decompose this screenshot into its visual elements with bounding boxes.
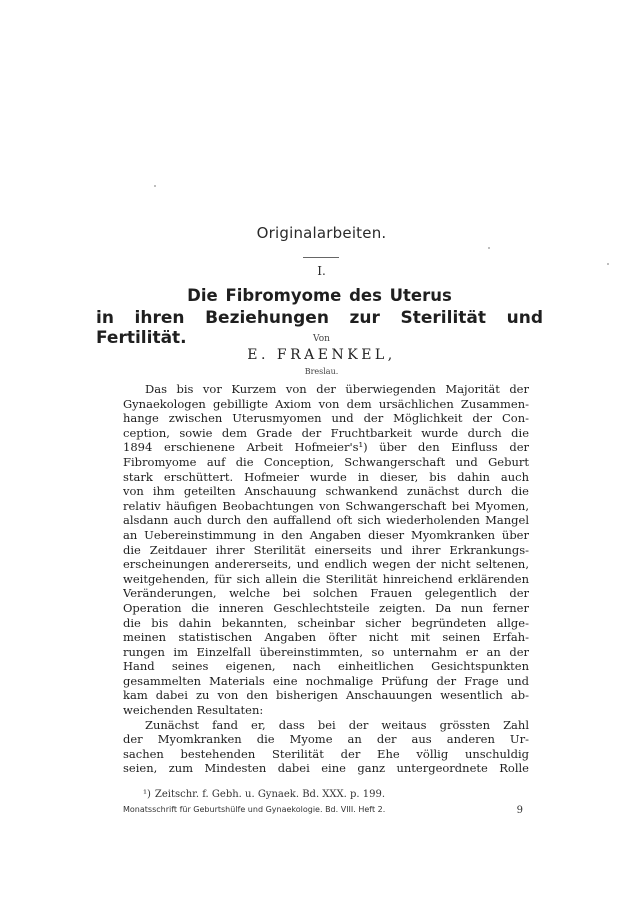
title-word: Sterilität: [400, 308, 487, 328]
body-line: rungen im Einzelfall übereinstimmten, so unternahm er an der: [123, 644, 529, 659]
heading-rule: [303, 257, 339, 258]
footnote-marker: ¹): [143, 789, 151, 800]
footnote-text: Zeitschr. f. Gebh. u. Gynaek. Bd. XXX. p. 199.: [154, 789, 386, 800]
body-line: Veränderungen, welche bei solchen Frauen gelegentlich der: [123, 586, 529, 601]
body-text: [123, 382, 529, 776]
body-line: die bis dahin bekannten, scheinbar sicher begründeten allge-: [123, 615, 529, 630]
body-line: weitgehenden, für sich allein die Sterilität hinreichend erklärenden: [123, 571, 529, 586]
body-line: ception, sowie dem Grade der Fruchtbarkeit wurde durch die: [123, 425, 529, 440]
journal-reference: Monatsschrift für Geburtshülfe und Gynaekologie. Bd. VIII. Heft 2.: [123, 805, 386, 814]
author-city: Breslau.: [304, 367, 339, 376]
title-word: in: [96, 308, 114, 328]
body-line: Gynaekologen gebilligte Axiom von dem ursächlichen Zusammen-: [123, 396, 529, 411]
body-line: 1894 erschienene Arbeit Hofmeier's¹) über den Einfluss der: [123, 440, 529, 455]
page-number: 9: [516, 805, 523, 816]
section-heading: Originalarbeiten.: [256, 224, 387, 242]
title-word: und: [506, 308, 543, 328]
page-footer: [123, 805, 529, 816]
body-line: Hand seines eigenen, nach einheitlichen Gesichtspunkten: [123, 659, 529, 674]
body-line: von ihm geteilten Anschauung schwankend zunächst durch die: [123, 484, 529, 499]
body-line: der Myomkranken die Myome an der aus anderen Ur-: [123, 732, 529, 747]
title-word: Fertilität.: [96, 328, 187, 348]
body-line: Zunächst fand er, dass bei der weitaus grössten Zahl: [145, 717, 529, 732]
body-line: sachen bestehenden Sterilität der Ehe völlig unschuldig: [123, 746, 529, 761]
body-line: hange zwischen Uterusmyomen und der Möglichkeit der Con-: [123, 411, 529, 426]
body-line: stark erschüttert. Hofmeier wurde in dieser, bis dahin auch: [123, 469, 529, 484]
title-word: ihren: [134, 308, 185, 328]
body-line: erscheinungen andererseits, und endlich wegen der nicht seltenen,: [123, 557, 529, 572]
body-line: an Uebereinstimmung in den Angaben dieser Myomkranken über: [123, 527, 529, 542]
body-line: seien, zum Mindesten dabei eine ganz untergeordnete Rolle: [123, 761, 529, 776]
body-line: Fibromyome auf die Conception, Schwangerschaft und Geburt: [123, 454, 529, 469]
scan-speck: [154, 185, 156, 187]
article-number: I.: [317, 264, 326, 278]
body-line: meinen statistischen Angaben öfter nicht mit seinen Erfah-: [123, 630, 529, 645]
body-line: gesammelten Materials eine nochmalige Prüfung der Frage und: [123, 673, 529, 688]
byline-von: Von: [313, 334, 330, 344]
scan-speck: [488, 247, 490, 249]
body-line: kam dabei zu von den bisherigen Anschauungen wesentlich ab-: [123, 688, 529, 703]
title-word: zur: [349, 308, 380, 328]
footnote: [143, 789, 385, 800]
author-name: E. FRAENKEL,: [247, 347, 396, 363]
body-line: Operation die inneren Geschlechtsteile zeigten. Da nun ferner: [123, 600, 529, 615]
body-line: relativ häufigen Beobachtungen von Schwangerschaft bei Myomen,: [123, 498, 529, 513]
body-line: die Zeitdauer ihrer Sterilität einerseits und ihrer Erkrankungs-: [123, 542, 529, 557]
article-title-line-1: Die Fibromyome des Uterus: [187, 286, 452, 305]
body-line: weichenden Resultaten:: [123, 703, 264, 718]
title-word: Beziehungen: [205, 308, 329, 328]
body-line: Das bis vor Kurzem von der überwiegenden Majorität der: [145, 382, 529, 396]
body-line: alsdann auch durch den auffallend oft sich wiederholenden Mangel: [123, 513, 529, 528]
